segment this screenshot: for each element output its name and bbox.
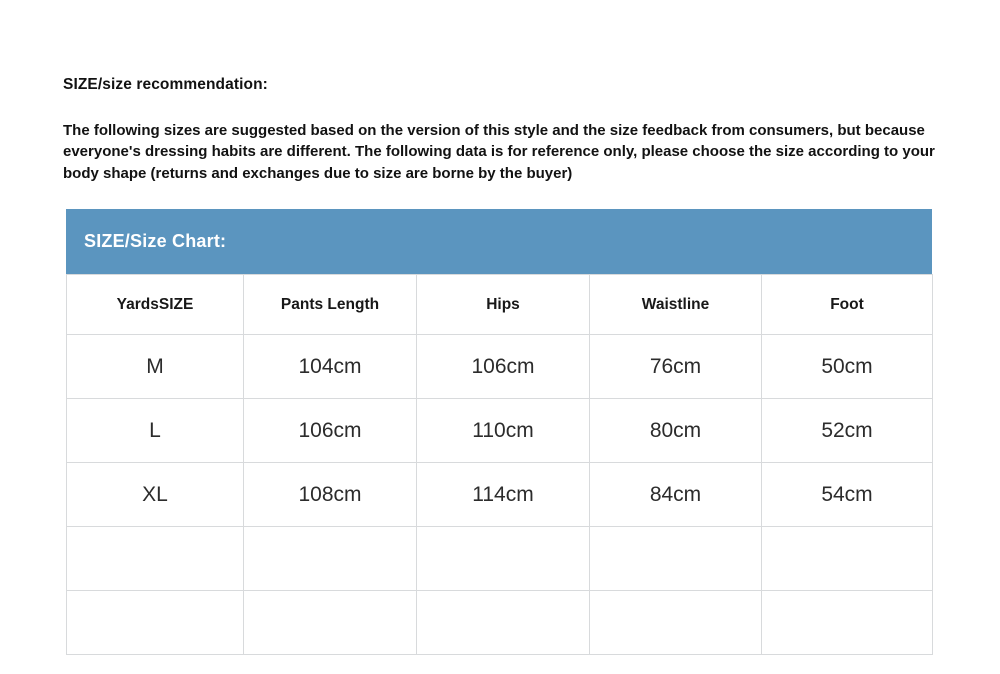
table-cell [67, 591, 244, 655]
table-header-cell: Pants Length [244, 275, 417, 335]
table-cell: XL [67, 463, 244, 527]
table-row [67, 527, 933, 591]
table-cell [417, 591, 590, 655]
table-cell: 54cm [762, 463, 933, 527]
chart-title-bar [66, 209, 932, 274]
table-cell: 80cm [590, 399, 762, 463]
table-header-cell: Waistline [590, 275, 762, 335]
table-cell [67, 527, 244, 591]
table-cell: 84cm [590, 463, 762, 527]
page-title: SIZE/size recommendation: [63, 76, 268, 93]
table-cell [244, 527, 417, 591]
table-cell: 106cm [244, 399, 417, 463]
intro-paragraph: The following sizes are suggested based on the version of this style and the size feedback from consumers, but because everyone's dressing habits are different. The following data is for reference only, please choose the size according to your body shape (returns and exchanges due to size are borne by the buyer) [63, 122, 935, 182]
table-row [67, 463, 933, 527]
table-row [67, 399, 933, 463]
table-cell: 104cm [244, 335, 417, 399]
table-header-cell: YardsSIZE [67, 275, 244, 335]
table-cell [417, 527, 590, 591]
size-table [66, 274, 933, 655]
table-cell: M [67, 335, 244, 399]
table-cell [590, 591, 762, 655]
table-header-row [67, 275, 933, 335]
table-cell: 76cm [590, 335, 762, 399]
size-chart-block [66, 209, 932, 655]
table-cell: 52cm [762, 399, 933, 463]
table-cell: 108cm [244, 463, 417, 527]
table-cell [244, 591, 417, 655]
table-cell [762, 527, 933, 591]
table-row [67, 335, 933, 399]
table-cell: 106cm [417, 335, 590, 399]
table-row [67, 591, 933, 655]
table-cell: 114cm [417, 463, 590, 527]
table-cell: 110cm [417, 399, 590, 463]
chart-title: SIZE/Size Chart: [84, 231, 227, 251]
table-cell [762, 591, 933, 655]
table-cell [590, 527, 762, 591]
table-header-cell: Hips [417, 275, 590, 335]
table-cell: L [67, 399, 244, 463]
table-header-cell: Foot [762, 275, 933, 335]
table-cell: 50cm [762, 335, 933, 399]
